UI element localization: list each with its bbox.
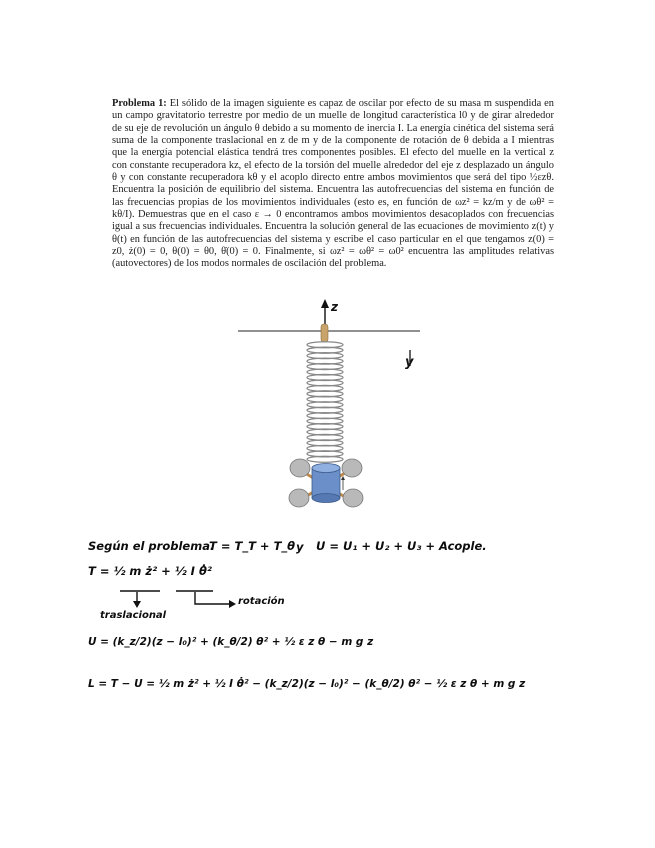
hw-kinetic-split: T = T_T + T_θ	[209, 539, 296, 553]
hw-label-traslacional: traslacional	[100, 610, 167, 621]
hw-label-rotacion: rotación	[238, 596, 285, 607]
handwriting-strokes	[120, 591, 236, 608]
problem-body: El sólido de la imagen siguiente es capaz de oscilar por efecto de su masa m suspendida en un campo gravitatorio terrestre por medio de un muelle de longitud característica l0 y de girar alrededor de su eje de revolución un ángulo θ debido a su momento de inercia I. La energía cinética del sistema será suma de la componente traslacional en z de m y de la componente de rotación de θ debida a I mientras que la energía potencial elástica tendrá tres componentes posibles. El efecto del muelle en la vertical z con constante recuperadora kz, el efecto de la torsión del muelle alrededor del eje z desplazado un ángulo θ y con constante recuperadora kθ y el acoplo directo entre ambos movimientos que será del tipo ½εzθ. Encuentra la posición de equilibrio del sistema. Encuentra las autofrecuencias del sistema en función de las frecuencias propias de los movimientos individuales (esto es, en función de ωz² = kz/m y de ωθ² = kθ/I). Demuestras que en el caso ε → 0 encontramos ambos movimientos desacoplados con frecuencias igual a sus frecuencias individuales. Encuentra la solución general de las ecuaciones de movimiento z(t) y θ(t) en función de las autofrecuencias del sistema y escribe el caso particular en el que tengamos z(0) = z0, ż(0) = 0, θ(0) = θ0, θ̇(0) = 0. Finalmente, si ωz² = ωθ² = ω0² encuentra las amplitudes relativas (autovectores) de los modos normales de oscilación del problema.	[112, 98, 554, 270]
hw-potential-split: U = U₁ + U₂ + U₃ + Acople.	[316, 539, 487, 553]
rotating-mass	[289, 459, 363, 507]
z-axis-label: z	[331, 300, 338, 314]
hw-potential-energy: U = (k_z/2)(z − l₀)² + (k_θ/2) θ² + ½ ε z θ − m g z	[88, 636, 374, 648]
attachment-rod	[321, 324, 328, 342]
z-axis-arrowhead	[321, 299, 329, 308]
hw-intro: Según el problema.	[88, 539, 215, 553]
y-axis-label: y	[405, 355, 414, 370]
spring	[307, 342, 343, 463]
hw-kinetic-energy: T = ½ m ż² + ½ I θ̇²	[88, 564, 212, 578]
hw-lagrangian: L = T − U = ½ m ż² + ½ I θ̇² − (k_z/2)(z − l₀)² − (k_θ/2) θ² − ½ ε z θ + m g z	[88, 678, 526, 690]
problem-heading: Problema 1:	[112, 98, 167, 109]
hw-and: y	[296, 540, 304, 554]
